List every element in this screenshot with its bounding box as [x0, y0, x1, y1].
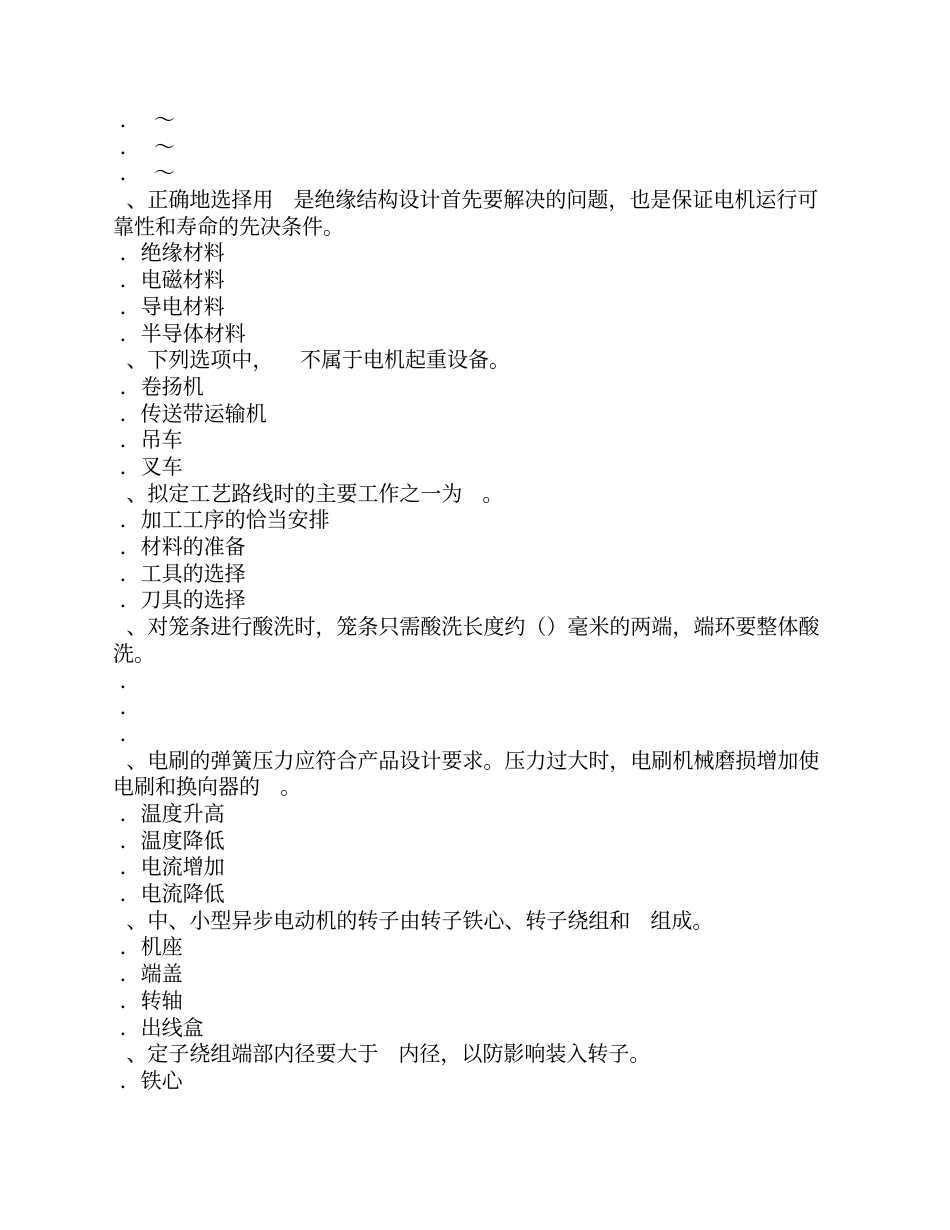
option-line: ． ～: [113, 108, 176, 132]
option-line: ．机座: [113, 935, 183, 960]
document-page: [113, 107, 838, 1095]
option-line: ．加工工序的恰当安排: [113, 508, 330, 533]
option-line: ．转轴: [113, 988, 183, 1013]
option-line: ．导电材料: [113, 294, 225, 319]
question-line: 、电刷的弹簧压力应符合产品设计要求。压力过大时，电刷机械磨损增加使电刷和换向器的 。: [113, 748, 820, 800]
question-line: 、拟定工艺路线时的主要工作之一为 。: [113, 481, 504, 506]
option-line: ．电流增加: [113, 855, 225, 880]
option-line: ．绝缘材料: [113, 241, 225, 266]
option-line: ．卷扬机: [113, 374, 204, 399]
question-line: 、正确地选择用 是绝缘结构设计首先要解决的问题，也是保证电机运行可靠性和寿命的先决条件。: [113, 188, 819, 239]
question-line: 、下列选项中， 不属于电机起重设备。: [113, 348, 511, 373]
option-line: ．电流降低: [113, 882, 225, 907]
question-line: 、定子绕组端部内径要大于 内径，以防影响装入转子。: [113, 1042, 651, 1067]
option-line: ．温度降低: [113, 828, 225, 853]
option-line: ．温度升高: [113, 802, 225, 826]
option-line: ．铁心: [113, 1068, 183, 1093]
option-line: ． ～: [113, 134, 176, 159]
option-line: ．材料的准备: [113, 535, 246, 560]
option-line: ．: [113, 668, 141, 693]
option-line: ． ～: [113, 161, 176, 186]
option-line: ．叉车: [113, 454, 183, 479]
question-line: 、对笼条进行酸洗时，笼条只需酸洗长度约（）毫米的两端，端环要整体酸洗。: [113, 615, 820, 666]
question-line: 、中、小型异步电动机的转子由转子铁心、转子绕组和 组成。: [113, 908, 714, 933]
option-line: ．吊车: [113, 428, 183, 453]
option-line: ．工具的选择: [113, 561, 246, 586]
option-line: ．: [113, 695, 141, 720]
option-line: ．电磁材料: [113, 268, 225, 293]
option-line: ．: [113, 721, 141, 746]
option-line: ．半导体材料: [113, 321, 246, 346]
option-line: ．出线盒: [113, 1015, 204, 1040]
option-line: ．传送带运输机: [113, 401, 267, 426]
option-line: ．刀具的选择: [113, 588, 246, 613]
option-line: ．端盖: [113, 962, 183, 987]
